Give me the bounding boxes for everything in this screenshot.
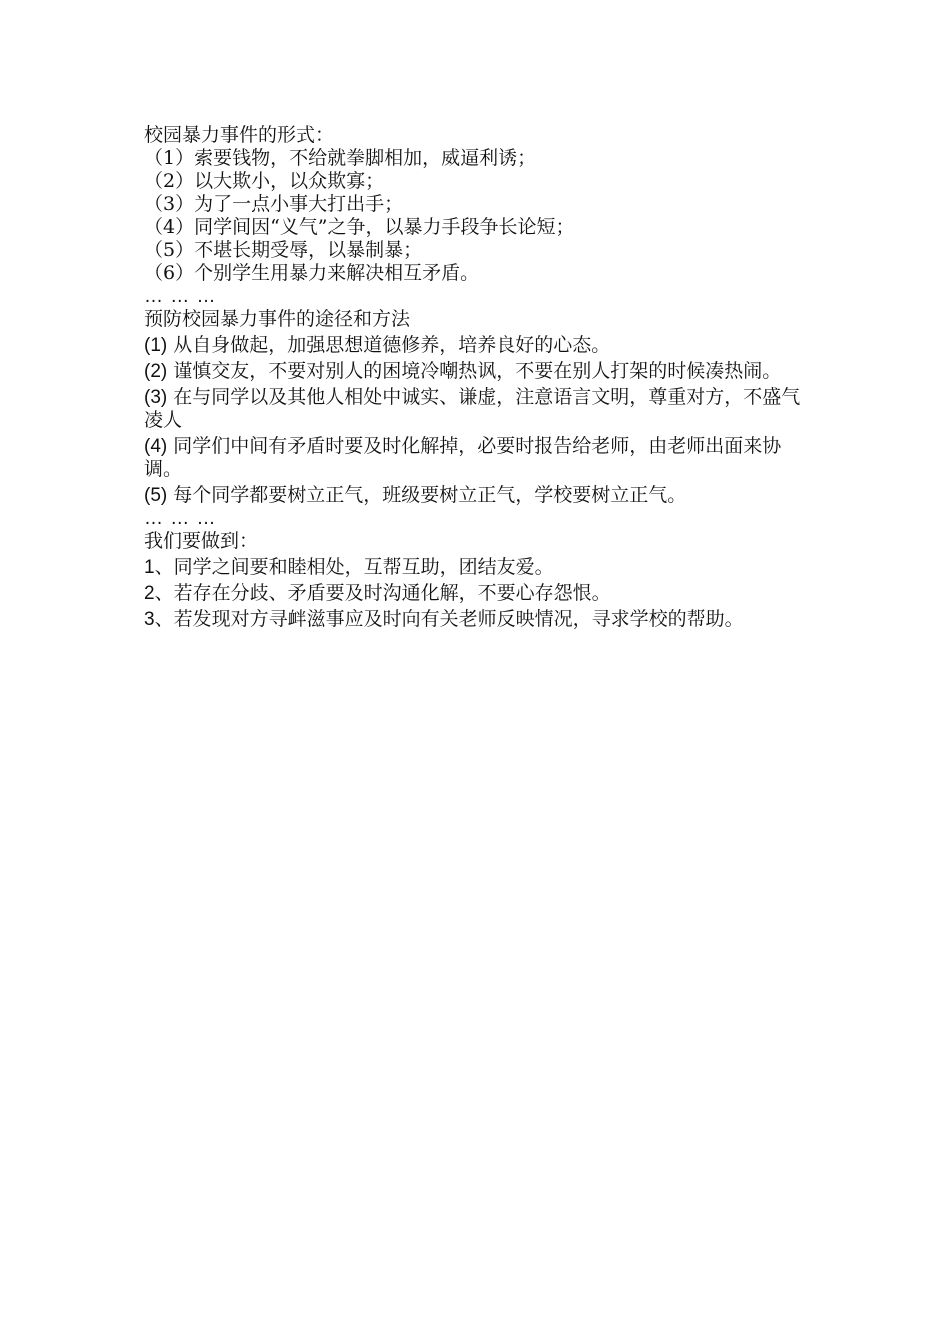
forms-ellipsis: … … …: [144, 286, 217, 307]
prevention-item: [144, 386, 812, 432]
todo-item-text: 、若发现对方寻衅滋事应及时向有关老师反映情况，寻求学校的帮助。: [154, 608, 744, 630]
prevention-item-number: (1): [144, 335, 168, 356]
prevention-item-number: (2): [144, 361, 168, 382]
todo-item-number: 3: [144, 609, 155, 630]
forms-heading: 校园暴力事件的形式：: [144, 124, 335, 146]
prevention-item-text: 谨慎交友，不要对别人的困境冷嘲热讽，不要在别人打架的时候凑热闹。: [167, 360, 782, 382]
forms-item: （5）不堪长期受辱，以暴制暴；: [144, 239, 423, 261]
prevention-item-number: (4): [144, 436, 168, 457]
prevention-item: [144, 360, 812, 383]
todo-item-text: 、若存在分歧、矛盾要及时沟通化解，不要心存怨恨。: [154, 582, 611, 604]
prevention-item: [144, 334, 812, 357]
forms-item: （6）个别学生用暴力来解决相互矛盾。: [144, 262, 480, 284]
forms-item: （1）索要钱物，不给就拳脚相加，威逼利诱；: [144, 147, 537, 169]
prevention-item: [144, 435, 812, 481]
todo-heading: 我们要做到：: [144, 530, 259, 552]
forms-item: （4）同学间因“义气”之争，以暴力手段争长论短；: [144, 216, 575, 238]
document-body: [144, 124, 812, 631]
todo-item: [144, 556, 812, 579]
prevention-ellipsis: … … …: [144, 508, 217, 529]
prevention-item-text: 从自身做起，加强思想道德修养，培养良好的心态。: [167, 334, 611, 356]
prevention-item-text: 每个同学都要树立正气，班级要树立正气，学校要树立正气。: [167, 484, 687, 506]
prevention-item-text: 在与同学以及其他人相处中诚实、谦虚，注意语言文明，尊重对方，不盛气凌人: [144, 386, 801, 431]
prevention-item-number: (5): [144, 485, 168, 506]
todo-item-number: 1: [144, 557, 155, 578]
prevention-item-text: 同学们中间有矛盾时要及时化解掉，必要时报告给老师，由老师出面来协调。: [144, 435, 782, 480]
forms-item: （3）为了一点小事大打出手；: [144, 193, 404, 215]
prevention-item: [144, 484, 812, 507]
todo-item-text: 、同学之间要和睦相处，互帮互助，团结友爱。: [154, 556, 554, 578]
todo-item-number: 2: [144, 583, 155, 604]
prevention-item-number: (3): [144, 387, 168, 408]
forms-item: （2）以大欺小，以众欺寡；: [144, 170, 385, 192]
todo-item: [144, 608, 812, 631]
todo-item: [144, 582, 812, 605]
prevention-heading: 预防校园暴力事件的途径和方法: [144, 308, 411, 330]
